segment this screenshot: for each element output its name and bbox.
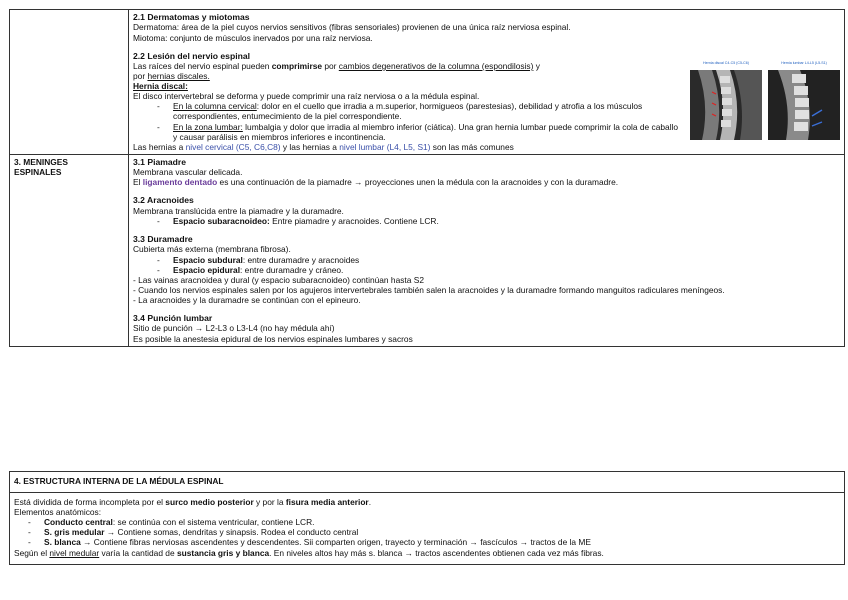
heading-2-1: 2.1 Dermatomas y miotomas <box>133 12 250 22</box>
list-item: - Conducto central: se continúa con el sistema ventricular, contiene LCR. <box>28 517 840 527</box>
duramadre-list <box>133 255 840 275</box>
dermatoma-definition: Dermatoma: área de la piel cuyos nervios sensitivos (fibras sensoriales) provienen de una única raíz nerviosa espinal. <box>133 22 571 33</box>
row-section-2 <box>10 10 845 155</box>
s4-line-1: Está dividida de forma incompleta por el surco medio posterior y por la fisura media anterior. <box>14 497 372 508</box>
heading-2-2: 2.2 Lesión del nervio espinal <box>133 50 251 61</box>
list-item: - Espacio subdural: entre duramadre y aracnoides <box>157 255 840 265</box>
heading-3-1: 3.1 Piamadre <box>133 156 187 167</box>
hernia-text: El disco intervertebral se deforma y puede comprimir una raíz nerviosa o a la médula espinal. <box>133 91 480 102</box>
hernia-summary: Las hernias a nivel cervical (C5, C6,C8) y las hernias a nivel lumbar (L4, L5, S1) son las más comunes <box>133 141 514 152</box>
aracnoides-list <box>133 216 840 226</box>
duramadre-line-3: - Cuando los nervios espinales salen por los agujeros intervertebrales también salen la aracnoides y la duramadre formando manguitos radiculares meníngeos. <box>133 284 725 295</box>
list-item: - S. gris medular → Contiene somas, dendritas y sinapsis. Rodea el conducto central <box>28 527 840 537</box>
section-4-title: 4. ESTRUCTURA INTERNA DE LA MÉDULA ESPINAL <box>10 472 845 493</box>
section-2-content <box>129 10 845 155</box>
piamadre-line-1: Membrana vascular delicada. <box>133 167 243 178</box>
section-4-content <box>10 493 845 565</box>
section-3-label-2: ESPINALES <box>14 166 62 177</box>
puncion-line-2: Es posible la anestesia epidural de los nervios espinales lumbares y sacros <box>133 333 413 344</box>
aracnoides-line-1: Membrana translúcida entre la piamadre y la duramadre. <box>133 205 344 216</box>
s4-line-3: Según el nivel medular varía la cantidad de sustancia gris y blanca. En niveles altos hay más s. blanca → tractos ascendentes obtienen cada vez más fibras. <box>14 547 604 558</box>
heading-3-4: 3.4 Punción lumbar <box>133 313 213 323</box>
s4-line-2: Elementos anatómicos: <box>14 507 102 518</box>
piamadre-line-2: El ligamento dentado es una continuación de la piamadre → proyecciones unen la médula con la aracnoides y con la duramadre. <box>133 177 619 188</box>
section-3-label-cell <box>10 154 129 346</box>
list-item: - Espacio subaracnoideo: Entre piamadre y aracnoides. Contiene LCR. <box>157 216 840 226</box>
mri-caption-lumbar: Hernia lumbar L4-L5 (L5-S1) <box>781 61 827 65</box>
duramadre-line-1: Cubierta más externa (membrana fibrosa). <box>133 244 291 255</box>
section-4-table <box>9 471 845 565</box>
list-item: - En la zona lumbar: lumbalgia y dolor que irradia al miembro inferior (ciática). Una gran hernia lumbar puede comprimir la cola de caballo y causar parálisis en miembros inferiores e incontinencia. <box>157 122 840 142</box>
section-3-label: 3. MENINGES <box>14 156 68 167</box>
heading-3-2: 3.2 Aracnoides <box>133 195 194 206</box>
section-3-content <box>129 154 845 346</box>
heading-3-3: 3.3 Duramadre <box>133 234 193 245</box>
notes-table <box>9 9 845 347</box>
list-item: - Espacio epidural: entre duramadre y cráneo. <box>157 265 840 275</box>
hernia-list <box>133 101 840 141</box>
elements-list <box>14 517 840 547</box>
duramadre-line-4: - La aracnoides y la duramadre se continúan con el epineuro. <box>133 294 361 305</box>
section-2-label-cell <box>10 10 129 155</box>
duramadre-line-2: - Las vainas aracnoidea y dural (y espacio subaracnoideo) continúan hasta S2 <box>133 274 424 285</box>
causes-line-2: por hernias discales. <box>133 71 210 82</box>
hernia-title: Hernia discal: <box>133 81 188 92</box>
causes-line-1: Las raíces del nervio espinal pueden comprimirse por cambios degenerativos de la columna (espondilosis) y <box>133 61 540 71</box>
miotoma-definition: Miotoma: conjunto de músculos inervados por una raíz nerviosa. <box>133 32 373 43</box>
list-item: - En la columna cervical: dolor en el cuello que irradia a m.superior, hormigueos (parestesias), debilidad y atrofia a los músculos correspondientes, entumecimiento de la piel correspondiente. <box>157 101 840 121</box>
row-section-3 <box>10 154 845 346</box>
puncion-line-1: Sitio de punción → L2-L3 o L3-L4 (no hay médula ahí) <box>133 323 335 334</box>
mri-caption-cervical: Hernia discal C4-C5 (C5-C6) <box>703 61 749 65</box>
list-item: - S. blanca → Contiene fibras nerviosas ascendentes y descendentes. Sii comparten origen, trayecto y terminación → fascículos → tractos de la ME <box>28 537 840 547</box>
